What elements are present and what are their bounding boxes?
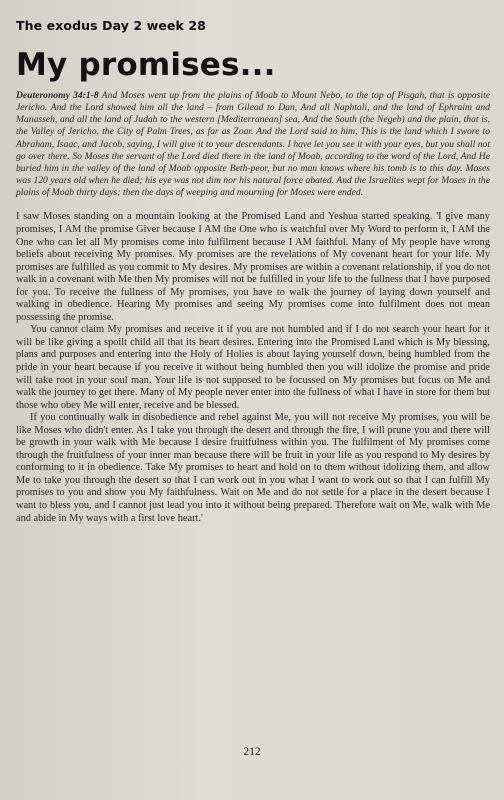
body-paragraph-3: If you continually walk in disobedience and rebel against Me, you will not receive My promises, you will be like Moses who didn't enter. As I take you through the desert and through the fire, I will prune you and there will be growth in your walk with Me because I desire fruitfulness within you. The fulfilment of My promises come through the fruitfulness of your inner man because there will be fruit in your life as you respond to My desires by conforming to it in obedience. Take My promises to heart and hold on to them without idolizing them, and allow Me to take you through the desert so that I can work out in you what I want to work out so that I can fulfill My promises to you and show you My faithfulness. Wait on Me and do not settle for a place in the desert because I want to bless you, and I cannot just lead you into it without being prepared. Therefore wait on Me, walk with Me and abide in My ways with a first love heart.' bbox=[16, 412, 490, 524]
scripture-passage bbox=[16, 90, 490, 199]
scripture-reference: Deuteronomy 34:1-8 bbox=[16, 90, 99, 101]
scripture-text: And Moses went up from the plains of Moab to Mount Nebo, to the top of Pisgah, that is opposite Jericho. And the Lord showed him all the land – from Gilead to Dan, And all Naphtali, and the land of Ephraim and Manasseh, and all the land of Judah to the western [Mediterranean] sea, And the South (the Negeb) and the plain, that is, the Valley of Jericho, the City of Palm Trees, as far as Zoar. And the Lord said to him, This is the land which I swore to Abraham, Isaac, and Jacob, saying, I will give it to your descendants. I have let you see it with your eyes, but you shall not go over there. So Moses the servant of the Lord died there in the land of Moab, according to the word of the Lord, And He buried him in the valley of the land of Moab opposite Beth-peor, but no man knows where his tomb is to this day. Moses was 120 years old when he died; his eye was not dim nor his natural force abated. And the Israelites wept for Moses in the plains of Moab thirty days; then the days of weeping and mourning for Moses were ended. bbox=[16, 90, 490, 199]
body-text bbox=[16, 211, 490, 525]
body-paragraph-2: You cannot claim My promises and receive it if you are not humbled and if I do not search your heart for it will be like giving a spoilt child all that its heart desires. Entering into the Promised Land which is My blessing, plans and purposes and entering into the Holy of Holies is about laying yourself down, being humbled from the pride in your heart because if you receive it without being humbled then you will idolize the promise and pride will take root in your soul man. Your life is not supposed to be focussed on My promises but focus on Me and walk the journey to get there. Many of My people never enter into the fullness of what I have in store for them but those who obey Me will enter, receive and be blessed. bbox=[16, 324, 490, 411]
page-number: 212 bbox=[243, 746, 261, 758]
running-head: The exodus Day 2 week 28 bbox=[16, 18, 206, 33]
body-paragraph-1: I saw Moses standing on a mountain looking at the Promised Land and Yeshua started speaking. 'I give many promises, I AM the promise Giver because I AM the One who is watchful over My Word to perform it, I AM the One who can let all My promises come into fulfilment because I AM faithful. Many of My people have wrong beliefs about receiving My promises. My promises are the revelations of My covenant heart for your life. My promises are fulfilled as you commit to My desires. My promises are within a covenant relationship, if you do not walk in a covenant with Me then My promises will not be fulfilled in your life to the fullness that I have purposed for you. To receive the fullness of My promises, you have to walk the journey of laying down yourself and walking in obedience. Hearing My promises and seeing My promises come into fulfilment does not mean possessing the promise. bbox=[16, 211, 490, 323]
page-title: My promises... bbox=[16, 47, 276, 83]
